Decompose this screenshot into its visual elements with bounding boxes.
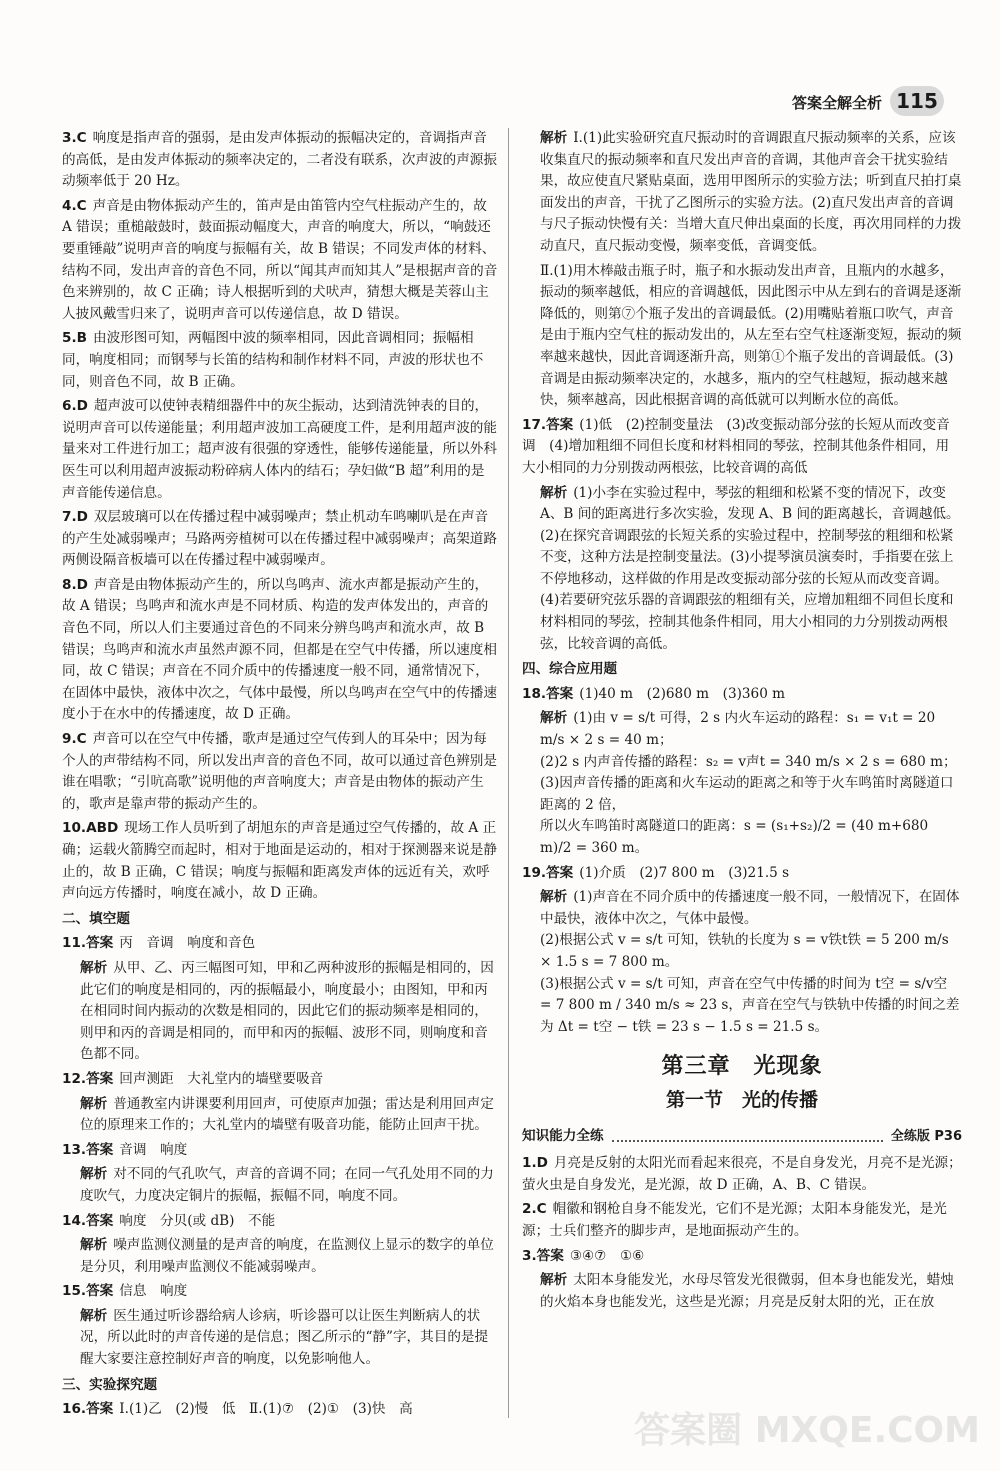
- light-item-3: 3.答案 ③④⑦ ①⑥: [522, 1247, 645, 1264]
- header-title: 答案全解全析: [791, 94, 882, 112]
- section-fill-in: 二、填空题: [62, 910, 130, 927]
- answer-item-10: 10.ABD 现场工作人员听到了胡旭东的声音是通过空气传播的，故 A 正确；运载火箭腾空而起时，相对于地面是运动的，相对于探测器来说是静止的，故 B 正确，C 错误；响度与振幅和距离发声体的远近有关，欢呼声向远方传播时，响度在减小，故 D 正确。: [62, 820, 497, 902]
- answer-item-3: 3.C 响度是指声音的强弱，是由发声体振动的振幅决定的，音调指声音的高低，是由发声体振动的频率决定的，二者没有联系，次声波的声源振动频率低于 20 Hz。: [62, 130, 497, 190]
- practice-ref: 全练版 P36: [890, 1128, 962, 1144]
- explanation-11: 解析 从甲、乙、丙三幅图可知，甲和乙两种波形的振幅是相同的，因此它们的响度是相同的，丙的振幅最小，响度最小；由图知，甲和丙在相同时间内振动的次数是相同的，因此它们的振动频率是相同的，则甲和丙的音调是相同的，而甲和丙的振幅、波形不同，则响度和音色都不同。: [80, 959, 494, 1063]
- page-number: 115: [890, 86, 944, 116]
- column-divider: [508, 128, 509, 1418]
- answer-item-8: 8.D 声音是由物体振动产生的，所以鸟鸣声、流水声都是振动产生的，故 A 错误；鸟鸣声和流水声是不同材质、构造的发声体发出的，声音的音色不同，所以人们主要通过音色的不同来分辨鸟鸣声和流水声，故 B 错误；鸟鸣声和流水声虽然声源不同，但都是在空气中传播，所以速度相同，故 C 错误；声音在不同介质中的传播速度一般不同，通常情况下，在固体中最快，液体中次之，气体中最慢，所以鸟鸣声在空气中的传播速度小于在水中的传播速度，故 D 正确。: [62, 576, 497, 723]
- answer-item-17: 17.答案 (1)低 (2)控制变量法 (3)改变振动部分弦的长短从而改变音调 (4)增加粗细不同但长度和材料相同的琴弦，控制其他条件相同，用大小相同的力分别拨动两根弦，比较音调的高低: [522, 416, 950, 476]
- right-column: [522, 128, 962, 1316]
- answer-item-7: 7.D 双层玻璃可以在传播过程中减弱噪声；禁止机动车鸣喇叭是在声音的产生处减弱噪声；马路两旁植树可以在传播过程中减弱噪声；高架道路两侧设隔音板墙可以在传播过程中减弱噪声。: [62, 509, 497, 569]
- left-column: [62, 128, 498, 1424]
- explanation-13: 解析 对不同的气孔吹气，声音的音调不同；在同一气孔处用不同的力度吹气，力度决定铜片的振幅，振幅不同，响度不同。: [80, 1166, 494, 1204]
- answer-item-11: 11.答案 丙 音调 响度和音色: [62, 935, 256, 952]
- answer-item-16: 16.答案 Ⅰ.(1)乙 (2)慢 低 Ⅱ.(1)⑦ (2)① (3)快 高: [62, 1401, 413, 1418]
- answer-item-5: 5.B 由波形图可知，两幅图中波的频率相同，因此音调相同；振幅相同，响度相同；而钢琴与长笛的结构和制作材料不同，声波的形状也不同，则音色不同，故 B 正确。: [62, 330, 484, 390]
- explanation-17: 解析 (1)小李在实验过程中，琴弦的粗细和松紧不变的情况下，改变 A、B 间的距离进行多次实验，发现 A、B 间的距离越长，音调越低。(2)在探究音调跟弦的长短关系的实验过程中，控制琴弦的粗细和松紧不变，这种方法是控制变量法。(3)小提琴演员演奏时，手指要在弦上不停地移动，这样做的作用是改变振动部分弦的长短从而改变音调。(4)若要研究弦乐器的音调跟弦的粗细有关，应增加粗细不同但长度和材料相同的琴弦，控制其他条件相同，用大小相同的力分别拨动两根弦，比较音调的高低。: [540, 484, 960, 652]
- answer-item-15: 15.答案 信息 响度: [62, 1283, 188, 1300]
- answer-item-19: 19.答案 (1)介质 (2)7 800 m (3)21.5 s: [522, 864, 790, 881]
- practice-bar: [522, 1126, 962, 1148]
- light-item-1: 1.D 月亮是反射的太阳光而看起来很亮，不是自身发光，月亮不是光源；萤火虫是自身发光，是光源，故 D 正确，A、B、C 错误。: [522, 1155, 962, 1193]
- answer-item-13: 13.答案 音调 响度: [62, 1141, 188, 1158]
- explanation-15: 解析 医生通过听诊器给病人诊病，听诊器可以让医生判断病人的状况，所以此时的声音传递的是信息；图乙所示的“静”字，其目的是提醒大家要注意控制好声音的响度，以免影响他人。: [80, 1307, 489, 1368]
- answer-item-6: 6.D 超声波可以使钟表精细器件中的灰尘振动，达到清洗钟表的目的，说明声音可以传递能量；利用超声波加工高硬度工件，是利用超声波的能量来对工件进行加工；超声波有很强的穿透性，能够传递能量，所以外科医生可以利用超声波振动粉碎病人体内的结石；孕妇做“B 超”利用的是声音能传递信息。: [62, 398, 497, 501]
- explanation-18: 解析 (1)由 v = s/t 可得，2 s 内火车运动的路程：s₁ = v₁t = 20 m/s × 2 s = 40 m； (2)2 s 内声音传播的路程：s₂ = v声t = 340 m/s × 2 s = 680 m； (3)因声音传播的距离和火车运动的距离之和等于火车鸣笛时离隧道口距离的 2 倍， 所以火车鸣笛时离隧道口的距离：s = (s₁+s₂)/2 = (40 m+680 m)/2 = 360 m。: [540, 710, 957, 856]
- answer-item-18: 18.答案 (1)40 m (2)680 m (3)360 m: [522, 685, 786, 702]
- explanation-14: 解析 噪声监测仪测量的是声音的响度，在监测仪上显示的数字的单位是分贝，利用噪声监测仪不能减弱噪声。: [80, 1237, 494, 1275]
- section-applied: 四、综合应用题: [522, 661, 618, 678]
- explanation-16-part2: Ⅱ.(1)用木棒敲击瓶子时，瓶子和水振动发出声音，且瓶内的水越多，振动的频率越低，相应的音调越低，因此图示中从左到右的音调是逐渐降低的，则第⑦个瓶子发出的音调最低。(2)用嘴贴着瓶口吹气，声音是由于瓶内空气柱的振动发出的，从左至右空气柱逐渐变短，振动的频率越来越快，因此音调逐渐升高，则第①个瓶子发出的音调最低。(3)音调是由振动频率决定的，水越多，瓶内的空气柱越短，振动越来越快，频率越高，因此根据音调的高低就可以判断水位的高低。: [540, 262, 962, 409]
- explanation-16-part1: 解析 Ⅰ.(1)此实验研究直尺振动时的音调跟直尺振动频率的关系，应该收集直尺的振动频率和直尺发出声音的音调，其他声音会干扰实验结果，故应使直尺紧贴桌面，选用甲图所示的实验方法；听到直尺拍打桌面发出的声音，干扰了乙图所示的实验方法。(2)直尺发出声音的音调与尺子振动快慢有关：当增大直尺伸出桌面的长度，再次用同样的力拨动直尺，直尺振动变慢，频率变低，音调变低。: [540, 130, 962, 254]
- light-item-2: 2.C 帽徽和钢枪自身不能发光，它们不是光源；太阳本身能发光，是光源；士兵们整齐的脚步声，是地面振动产生的。: [522, 1201, 947, 1239]
- chapter-title: 第三章 光现象: [661, 1054, 823, 1080]
- answer-item-14: 14.答案 响度 分贝(或 dB) 不能: [62, 1212, 276, 1229]
- explanation-19: 解析 (1)声音在不同介质中的传播速度一般不同，一般情况下，在固体中最快，液体中次之，气体中最慢。 (2)根据公式 v = s/t 可知，铁轨的长度为 s = v铁t铁 = 5 200 m/s × 1.5 s = 7 800 m。 (3)根据公式 v = s/t 可知，声音在空气中传播的时间为 t空 = s/v空 = 7 800 m / 340 m/s ≈ 23 s，声音在空气与铁轨中传播的时间之差为 Δt = t空 − t铁 = 23 s − 1.5 s = 21.5 s。: [540, 889, 960, 1035]
- page-header: [60, 86, 952, 126]
- watermark-logo: 答案圈 MXQE.COM: [634, 1410, 980, 1451]
- section-title: 第一节 光的传播: [665, 1088, 818, 1111]
- answer-item-12: 12.答案 回声测距 大礼堂内的墙壁要吸音: [62, 1070, 324, 1087]
- light-explanation-3: 解析 太阳本身能发光，水母尽管发光很微弱，但本身也能发光，蜡烛的火焰本身也能发光，这些是光源；月亮是反射太阳的光，正在放: [540, 1272, 954, 1310]
- section-experiment: 三、实验探究题: [62, 1376, 158, 1393]
- answer-item-4: 4.C 声音是由物体振动产生的，笛声是由笛管内空气柱振动产生的，故 A 错误；重槌敲鼓时，鼓面振动幅度大，声音的响度大，所以，“响鼓还要重锤敲”说明声音的响度与振幅有关，故 B 错误；不同发声体的材料、结构不同，发出声音的音色不同，所以“闻其声而知其人”是根据声音的音色来辨别的，故 C 正确；诗人根据听到的犬吠声，猜想大概是芙蓉山主人披风戴雪归来了，说明声音可以传递信息，故 D 错误。: [62, 197, 498, 322]
- practice-title: 知识能力全练: [522, 1127, 604, 1144]
- answer-item-9: 9.C 声音可以在空气中传播，歌声是通过空气传到人的耳朵中；因为每个人的声带结构不同，所以发出声音的音色不同，故可以通过音色辨别是谁在唱歌；“引吭高歌”说明他的声音响度大；声音是由物体的振动产生的，歌声是靠声带的振动产生的。: [62, 731, 497, 812]
- dotted-leader: [612, 1130, 883, 1142]
- explanation-12: 解析 普通教室内讲课要利用回声，可使原声加强；雷达是利用回声定位的原理来工作的；大礼堂内的墙壁有吸音功能，能防止回声干扰。: [80, 1095, 494, 1134]
